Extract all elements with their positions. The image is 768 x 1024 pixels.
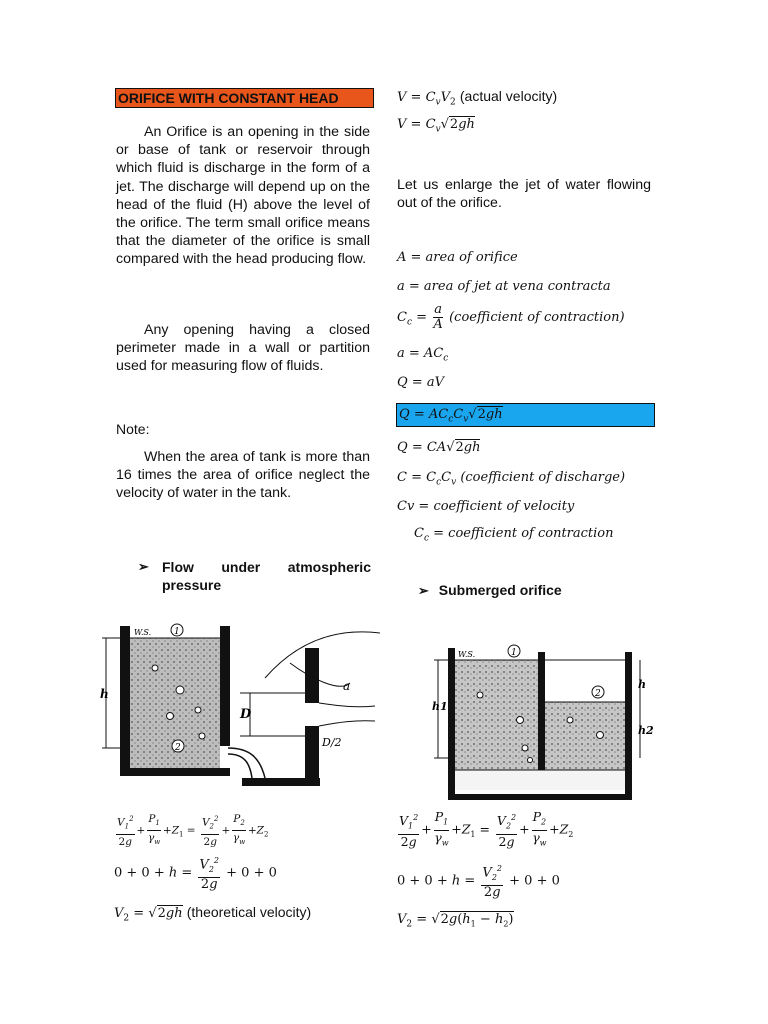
eq-q-ca: Q = CA√2gh	[397, 440, 481, 455]
cc-line-text: = coefficient of contraction	[433, 526, 614, 541]
actual-velocity-label: (actual velocity)	[459, 88, 558, 104]
eq-a-text: a = AC	[397, 346, 444, 361]
tank-left-wall	[120, 626, 130, 776]
eq-q-av: Q = aV	[397, 375, 444, 390]
eq-v2-theoretical: $V_2 = √2gh$ (theoretical velocity)	[114, 904, 312, 924]
eq-bernoulli-right: $\frac{V_1^2}{2g}$ + $\frac{P_1}{\gamma_w}$ $+Z_1$ = $\frac{V_2^2}{2g}$ + $\frac{P_2}{\gamma_w}$ $+Z_2$	[399, 809, 574, 849]
figure-atmospheric-orifice	[100, 618, 380, 788]
label-sub-point-2: 2	[595, 689, 601, 699]
note-label: Note:	[116, 421, 150, 437]
label-ws-sub: W.S.	[458, 650, 476, 659]
def-cc: $C_c$ = coefficient of contraction	[414, 526, 614, 544]
intro-paragraph: An Orifice is an opening in the side or base of tank or reservoir through which fluid is discharge in the form of a jet. The discharge will depend up on the head of the fluid (H) above the level of the orifice. The term small orifice means that the diameter of the orifice is small compared with the head producing flow.	[116, 124, 370, 268]
label-a: a	[343, 679, 351, 693]
bullet-submerged	[418, 581, 562, 600]
label-ws: W.S.	[134, 628, 152, 637]
label-point-2: 2	[175, 743, 181, 753]
label-D2: D/2	[322, 736, 342, 749]
cc-definition: (coefficient of contraction)	[449, 310, 625, 325]
def-area-orifice: A = area of orifice	[397, 250, 518, 265]
eq-zero-left: 0 + 0 + h = $\frac{V_2^2}{2g}$ + 0 + 0	[114, 856, 277, 892]
label-D: D	[240, 707, 252, 722]
page-title	[115, 88, 374, 108]
figure-submerged-orifice	[430, 640, 660, 800]
enlarge-paragraph: Let us enlarge the jet of water flowing out of the orifice.	[397, 177, 651, 212]
label-h: h	[100, 687, 109, 701]
label-sub-point-1: 1	[511, 648, 517, 658]
eq-zero-right: 0 + 0 + h = $\frac{V_2^2}{2g}$ + 0 + 0	[397, 864, 560, 900]
def-cv: Cv = coefficient of velocity	[397, 499, 575, 514]
page-title-text: ORIFICE WITH CONSTANT HEAD	[118, 90, 339, 106]
label-h1: h1	[432, 700, 448, 713]
theoretical-velocity-label: (theoretical velocity)	[186, 904, 312, 920]
eq-v-sqrt: $V = C_v√2gh$	[397, 117, 475, 135]
def-area-jet: a = area of jet at vena contracta	[397, 279, 611, 294]
arrow-bullet-icon: ➢	[138, 559, 149, 574]
note-paragraph: When the area of tank is more than 16 times the area of orifice neglect the velocity of water in the tank.	[116, 449, 370, 502]
eq-bernoulli-left: $\frac{V_1^2}{2g}$ + $\frac{P_1}{\gamma_w}$ $+Z_1$ = $\frac{V_2^2}{2g}$ + $\frac{P_2}{\gamma_w}$ $+Z_2$	[117, 813, 269, 848]
bullet-flow-atmospheric	[138, 558, 371, 594]
eq-c-def: $C = C_cC_v$ (coefficient of discharge)	[397, 470, 626, 488]
eq-actual-velocity: $V = C_vV_2$ (actual velocity)	[397, 88, 558, 108]
tank-right-wall	[220, 626, 230, 746]
highlight-discharge-formula: $Q = AC_cC_v√2gh$	[396, 403, 655, 427]
eq-a-acc: $a = AC_c$	[397, 346, 449, 364]
arrow-bullet-icon: ➢	[418, 583, 429, 598]
label-h-sub: h	[638, 678, 646, 691]
opening-paragraph: Any opening having a closed perimeter made in a wall or partition used for measuring flow of fluids.	[116, 322, 370, 375]
eq-v2-submerged: $V_2 = √2g(h_1 - h_2)$	[397, 912, 514, 930]
bullet-flow-text: Flow under atmospheric pressure	[162, 559, 371, 593]
label-h2: h2	[638, 724, 654, 737]
c-definition: (coefficient of discharge)	[460, 470, 626, 485]
bullet-submerged-text: Submerged orifice	[438, 582, 562, 598]
label-point-1: 1	[174, 627, 180, 637]
eq-cc: $C_c$ = $\frac{a}{A}$ (coefficient of contraction)	[397, 302, 625, 332]
